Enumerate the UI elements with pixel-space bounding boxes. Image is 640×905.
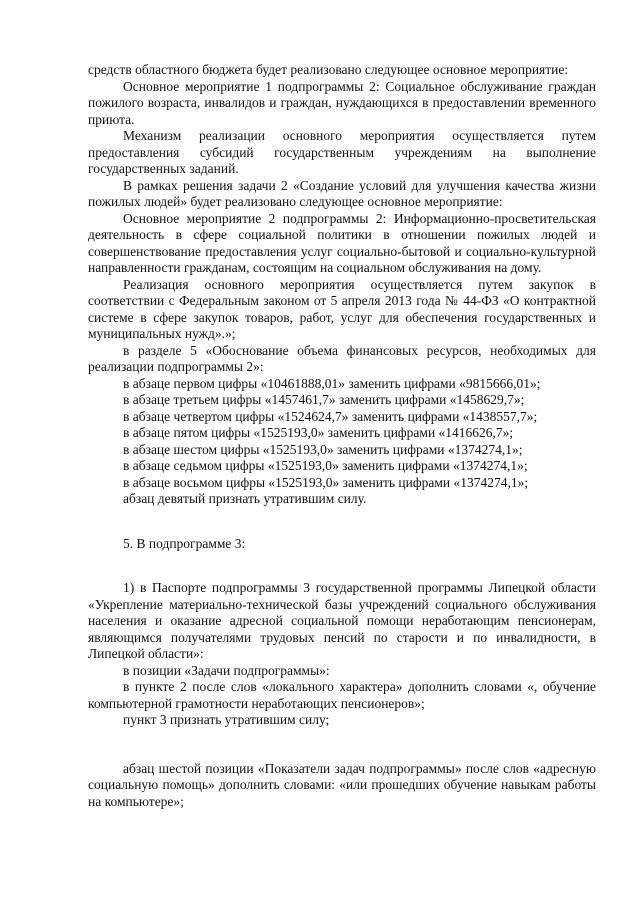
paragraph-point-2: в пункте 2 после слов «локального характера» дополнить словами «, обучение компьютерной грамотности неработающих пенсионеров»; bbox=[88, 679, 596, 711]
amendment-item: в абзаце пятом цифры «1525193,0» заменить цифрами «1416626,7»; bbox=[123, 425, 514, 440]
paragraph-mechanism: Механизм реализации основного мероприятия осуществляется путем предоставления субсидий государственным учреждениям на выполнение государственных заданий. bbox=[88, 128, 596, 176]
amendment-item: в абзаце восьмом цифры «1525193,0» заменить цифрами «1374274,1»; bbox=[123, 474, 529, 490]
paragraph-procurement: Реализация основного мероприятия осуществляется путем закупок в соответствии с Федеральным законом от 5 апреля 2013 года № 44-ФЗ «О контрактной системе в сфере закупок товаров, работ, услуг для обеспечения государственных и муниципальных нужд».»; bbox=[88, 276, 596, 341]
amendment-item: абзац девятый признать утратившим силу. bbox=[123, 491, 367, 506]
amendment-item: в абзаце четвертом цифры «1524624,7» заменить цифрами «1438557,7»; bbox=[123, 408, 538, 424]
paragraph-point-3: пункт 3 признать утратившим силу; bbox=[123, 712, 330, 727]
amendment-item: в абзаце первом цифры «10461888,01» заменить цифрами «9815666,01»; bbox=[123, 375, 541, 391]
section-heading: 5. В подпрограмме 3: bbox=[123, 535, 246, 551]
paragraph-funding-intro: средств областного бюджета будет реализовано следующее основное мероприятие: bbox=[88, 62, 569, 77]
paragraph-passport: 1) в Паспорте подпрограммы 3 государственной программы Липецкой области «Укрепление материально-технической базы учреждений социального обслуживания населения и оказание адресной социальной помощи неработающим пенсионерам, являющимся получателями трудовых пенсий по старости и по инвалидности, в Липецкой области»: bbox=[88, 580, 596, 661]
amendment-item: в абзаце седьмом цифры «1525193,0» заменить цифрами «1374274,1»; bbox=[123, 458, 528, 473]
paragraph-tasks-position: в позиции «Задачи подпрограммы»: bbox=[123, 662, 330, 678]
amendment-item: в абзаце шестом цифры «1525193,0» заменить цифрами «1374274,1»; bbox=[123, 441, 523, 457]
amendment-item: в абзаце третьем цифры «1457461,7» заменить цифрами «1458629,7»; bbox=[123, 392, 525, 407]
document-page bbox=[88, 62, 596, 810]
paragraph-section-5: в разделе 5 «Обоснование объема финансовых ресурсов, необходимых для реализации подпрограммы 2»: bbox=[88, 342, 596, 374]
paragraph-main-activity-1: Основное мероприятие 1 подпрограммы 2: Социальное обслуживание граждан пожилого возраста, инвалидов и граждан, нуждающихся в предоставлении временного приюта. bbox=[88, 78, 596, 127]
paragraph-indicators: абзац шестой позиции «Показатели задач подпрограммы» после слов «адресную социальную помощь» дополнить словами: «или прошедших обучение навыкам работы на компьютере»; bbox=[88, 760, 596, 809]
paragraph-main-activity-2: Основное мероприятие 2 подпрограммы 2: Информационно-просветительская деятельность в сфере социальной политики в отношении пожилых людей и совершенствование предоставления услуг социально-бытовой и социально-культурной направленности гражданам, состоящим на социальном обслуживания на дому. bbox=[88, 210, 596, 275]
paragraph-task-2: В рамках решения задачи 2 «Создание условий для улучшения качества жизни пожилых людей» будет реализовано следующее основное мероприятие: bbox=[88, 177, 596, 209]
